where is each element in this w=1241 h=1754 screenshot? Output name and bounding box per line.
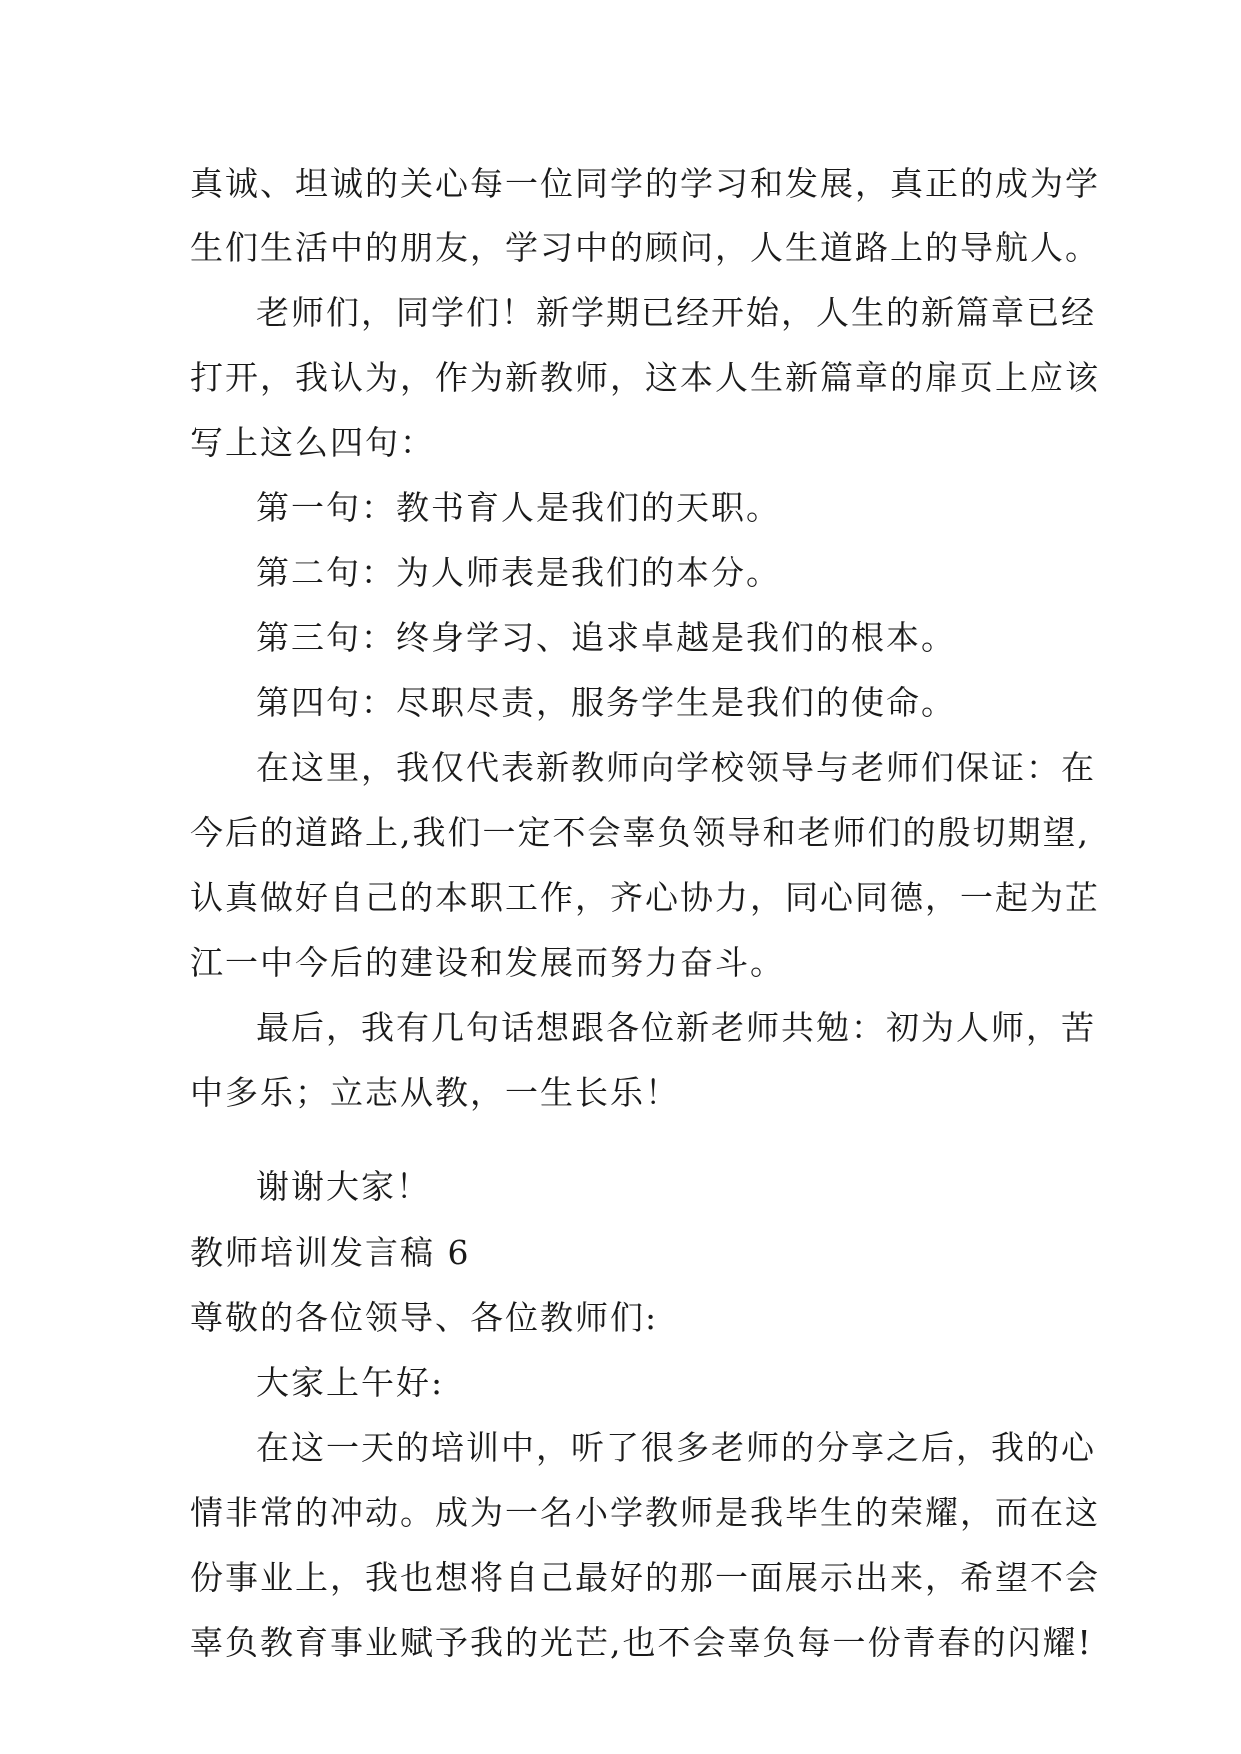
salutation: 尊敬的各位领导、各位教师们:: [190, 1298, 659, 1337]
paragraph-line: 生们生活中的朋友，学习中的顾问，人生道路上的导航人。: [190, 228, 1100, 267]
paragraph-line: 最后，我有几句话想跟各位新老师共勉：初为人师，苦: [256, 1008, 1096, 1047]
paragraph-line: 打开，我认为，作为新教师，这本人生新篇章的扉页上应该: [190, 358, 1100, 397]
section-title: 教师培训发言稿 6: [190, 1233, 471, 1272]
paragraph-line: 第四句：尽职尽责，服务学生是我们的使命。: [256, 683, 956, 722]
paragraph-line: 写上这么四句：: [190, 423, 435, 462]
paragraph-line: 中多乐；立志从教，一生长乐！: [190, 1073, 680, 1112]
paragraph-line: 情非常的冲动。成为一名小学教师是我毕生的荣耀，而在这: [190, 1493, 1100, 1532]
paragraph-line: 第三句：终身学习、追求卓越是我们的根本。: [256, 618, 956, 657]
paragraph-line: 在这里，我仅代表新教师向学校领导与老师们保证：在: [256, 748, 1096, 787]
paragraph-line: 份事业上，我也想将自己最好的那一面展示出来，希望不会: [190, 1558, 1100, 1597]
paragraph-line: 今后的道路上,我们一定不会辜负领导和老师们的殷切期望,: [190, 813, 1090, 852]
paragraph-line: 江一中今后的建设和发展而努力奋斗。: [190, 943, 785, 982]
paragraph-line: 真诚、坦诚的关心每一位同学的学习和发展，真正的成为学: [190, 164, 1100, 203]
paragraph-line: 第一句：教书育人是我们的天职。: [256, 488, 781, 527]
paragraph-line: 第二句：为人师表是我们的本分。: [256, 553, 781, 592]
paragraph-line: 老师们，同学们！新学期已经开始，人生的新篇章已经: [256, 293, 1096, 332]
paragraph-line: 谢谢大家！: [256, 1167, 431, 1206]
paragraph-line: 辜负教育事业赋予我的光芒,也不会辜负每一份青春的闪耀!: [190, 1623, 1093, 1662]
greeting: 大家上午好:: [256, 1363, 445, 1402]
paragraph-line: 认真做好自己的本职工作，齐心协力，同心同德，一起为芷: [190, 878, 1100, 917]
paragraph-line: 在这一天的培训中，听了很多老师的分享之后，我的心: [256, 1428, 1096, 1467]
